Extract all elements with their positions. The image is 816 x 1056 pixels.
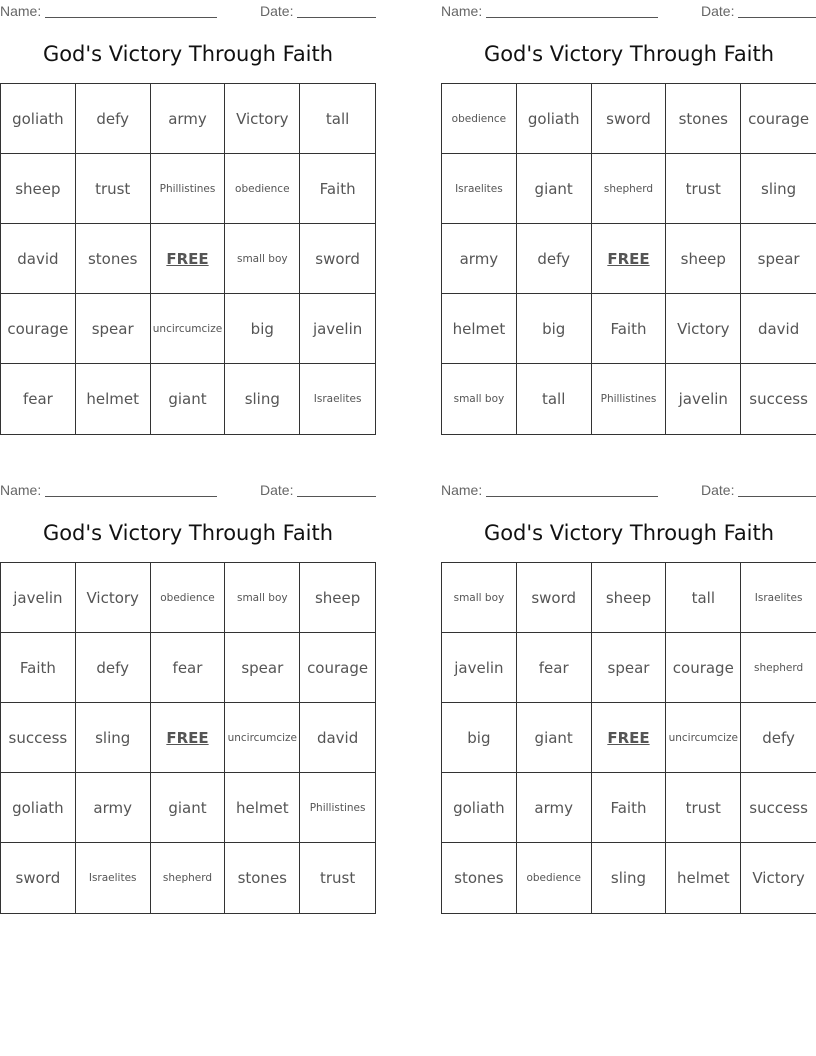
bingo-card: [0, 0, 376, 432]
date-label: Date:: [260, 3, 294, 19]
bingo-cell: sheep: [666, 224, 741, 294]
bingo-cell: javelin: [666, 364, 741, 434]
bingo-cell: goliath: [1, 773, 76, 843]
bingo-cell: Victory: [752, 869, 805, 887]
bingo-cell: obedience: [225, 154, 300, 224]
bingo-cell: defy: [76, 84, 151, 154]
bingo-cell: defy: [517, 224, 592, 294]
bingo-cell: big: [442, 703, 517, 773]
bingo-cell: sheep: [300, 563, 375, 633]
card-header: [441, 482, 816, 498]
bingo-cell: sword: [1, 843, 76, 913]
name-blank-line: [486, 496, 658, 497]
bingo-cell: sword: [300, 224, 375, 294]
bingo-cell: shepherd: [741, 633, 816, 703]
card-title: God's Victory Through Faith: [483, 521, 775, 545]
bingo-cell: Victory: [225, 84, 300, 154]
bingo-cell: sheep: [592, 563, 667, 633]
bingo-cell: trust: [666, 773, 741, 843]
bingo-cell: javelin: [1, 563, 76, 633]
bingo-cell: trust: [319, 869, 356, 887]
bingo-cell: giant: [517, 154, 592, 224]
bingo-cell: obedience: [442, 84, 517, 154]
bingo-cell: helmet: [76, 364, 151, 434]
bingo-cell: sheep: [1, 154, 76, 224]
bingo-cell: Israelites: [741, 563, 816, 633]
date-blank-line: [738, 17, 816, 18]
free-space-cell: FREE: [151, 224, 226, 294]
bingo-cell: courage: [741, 84, 816, 154]
name-label: Name:: [441, 3, 483, 19]
bingo-cell: success: [1, 703, 76, 773]
bingo-cell: big: [225, 294, 300, 364]
card-title: God's Victory Through Faith: [42, 42, 334, 66]
free-space-cell: FREE: [592, 224, 667, 294]
bingo-cell: giant: [151, 364, 226, 434]
bingo-cell: small boy: [442, 364, 517, 434]
date-blank-line: [297, 496, 376, 497]
bingo-cell: david: [741, 294, 816, 364]
bingo-cell: small boy: [442, 563, 517, 633]
bingo-cell: giant: [517, 703, 592, 773]
bingo-cell: Phillistines: [151, 154, 226, 224]
bingo-cell: goliath: [1, 84, 76, 154]
bingo-card: [441, 0, 816, 432]
bingo-cell: giant: [151, 773, 226, 843]
bingo-grid: [0, 83, 376, 435]
date-blank-line: [297, 17, 376, 18]
bingo-cell: army: [76, 773, 151, 843]
bingo-cell: david: [300, 703, 375, 773]
bingo-cell: army: [151, 84, 226, 154]
bingo-cell: defy: [76, 633, 151, 703]
bingo-cell: david: [1, 224, 76, 294]
bingo-cell: big: [517, 294, 592, 364]
bingo-cell: stones: [442, 843, 517, 913]
bingo-cell: success: [741, 773, 816, 843]
bingo-cell: Faith: [592, 773, 667, 843]
bingo-cell: Faith: [300, 154, 375, 224]
bingo-cell: trust: [76, 154, 151, 224]
bingo-cell: tall: [517, 364, 592, 434]
bingo-cell: goliath: [517, 84, 592, 154]
bingo-cell: obedience: [517, 843, 592, 913]
bingo-cell: helmet: [666, 843, 741, 913]
bingo-cell: javelin: [300, 294, 375, 364]
bingo-cell: tall: [300, 84, 375, 154]
bingo-cell: Israelites: [442, 154, 517, 224]
bingo-cell: sling: [741, 154, 816, 224]
bingo-cell: Phillistines: [592, 364, 667, 434]
bingo-cell: army: [517, 773, 592, 843]
bingo-cell: shepherd: [592, 154, 667, 224]
card-header: [441, 3, 816, 19]
bingo-cell: sling: [592, 843, 667, 913]
bingo-card: [441, 479, 816, 911]
bingo-cell: Victory: [76, 563, 151, 633]
bingo-grid: [441, 83, 816, 435]
bingo-cell: sling: [76, 703, 151, 773]
bingo-cell: stones: [76, 224, 151, 294]
bingo-cell: goliath: [442, 773, 517, 843]
bingo-cell: fear: [1, 364, 76, 434]
bingo-cell: uncircumcize: [151, 294, 226, 364]
name-blank-line: [486, 17, 658, 18]
bingo-cell: spear: [741, 224, 816, 294]
bingo-cell: spear: [76, 294, 151, 364]
bingo-cell: Phillistines: [300, 773, 375, 843]
bingo-cell: obedience: [151, 563, 226, 633]
card-title: God's Victory Through Faith: [483, 42, 775, 66]
bingo-cell: army: [442, 224, 517, 294]
card-header: [0, 482, 376, 498]
bingo-grid: [0, 562, 376, 914]
bingo-cell: small boy: [225, 224, 300, 294]
bingo-cell: javelin: [442, 633, 517, 703]
bingo-cell: Victory: [666, 294, 741, 364]
card-header: [0, 3, 376, 19]
date-label: Date:: [701, 482, 735, 498]
bingo-card: [0, 479, 376, 911]
bingo-cell: stones: [666, 84, 741, 154]
name-label: Name:: [0, 482, 42, 498]
bingo-cell: Israelites: [313, 393, 362, 405]
bingo-cell: success: [749, 390, 808, 408]
bingo-cell: Faith: [592, 294, 667, 364]
bingo-cell: sword: [592, 84, 667, 154]
bingo-cell: Israelites: [76, 843, 151, 913]
bingo-cell: uncircumcize: [225, 703, 300, 773]
bingo-cell: small boy: [225, 563, 300, 633]
bingo-cell: defy: [741, 703, 816, 773]
bingo-cell: fear: [151, 633, 226, 703]
name-blank-line: [45, 17, 217, 18]
name-blank-line: [45, 496, 217, 497]
name-label: Name:: [441, 482, 483, 498]
bingo-cell: uncircumcize: [666, 703, 741, 773]
date-blank-line: [738, 496, 816, 497]
date-label: Date:: [701, 3, 735, 19]
bingo-cell: tall: [666, 563, 741, 633]
bingo-cell: helmet: [442, 294, 517, 364]
bingo-cell: courage: [666, 633, 741, 703]
bingo-cell: sling: [225, 364, 300, 434]
bingo-grid: [441, 562, 816, 914]
bingo-cell: Faith: [1, 633, 76, 703]
bingo-cell: fear: [517, 633, 592, 703]
card-title: God's Victory Through Faith: [42, 521, 334, 545]
bingo-cell: shepherd: [151, 843, 226, 913]
bingo-cell: helmet: [225, 773, 300, 843]
bingo-cell: trust: [666, 154, 741, 224]
bingo-cell: spear: [225, 633, 300, 703]
bingo-cell: courage: [300, 633, 375, 703]
free-space-cell: FREE: [592, 703, 667, 773]
name-label: Name:: [0, 3, 42, 19]
date-label: Date:: [260, 482, 294, 498]
bingo-cell: spear: [592, 633, 667, 703]
bingo-cell: sword: [517, 563, 592, 633]
free-space-cell: FREE: [151, 703, 226, 773]
bingo-cell: stones: [225, 843, 300, 913]
bingo-cell: courage: [1, 294, 76, 364]
